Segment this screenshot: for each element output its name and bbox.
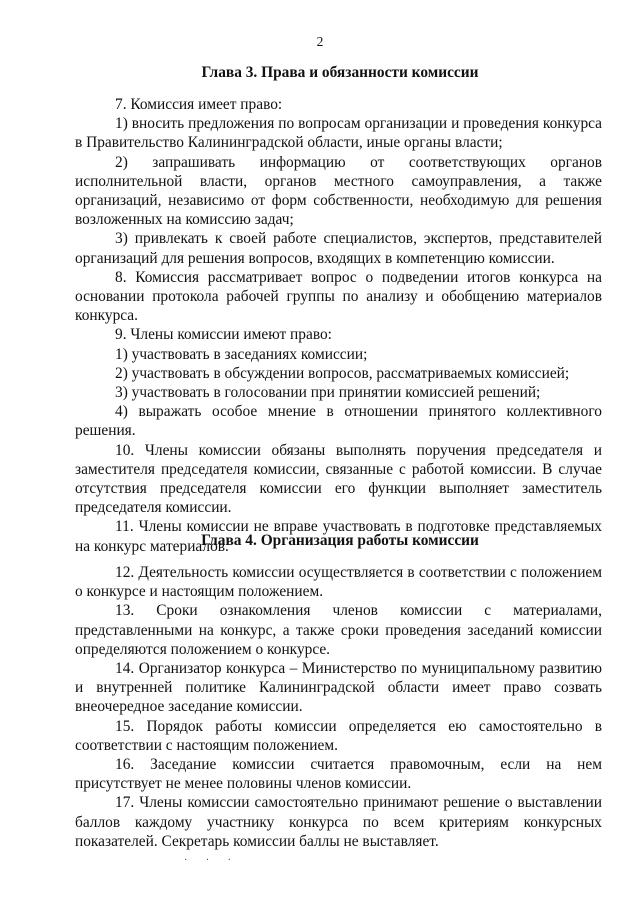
chapter-4-body (75, 563, 602, 851)
paragraph: 4) выражать особое мнение в отношении принятого коллективного решения. (75, 403, 602, 440)
chapter-3-body (75, 95, 602, 556)
paragraph: 13. Сроки ознакомления членов комиссии с материалами, представленными на конкурс, а также сроки проведения заседаний комиссии определяются положением о конкурсе. (75, 602, 602, 658)
chapter-3-title: Глава 3. Права и обязанности комиссии (201, 64, 479, 81)
paragraph: 9. Члены комиссии имеют право: (115, 326, 332, 344)
paragraph: 7. Комиссия имеет право: (115, 96, 283, 113)
paragraph: 11. Члены комиссии не вправе участвовать в подготовке представляемых на конкурс материалов. (75, 518, 602, 555)
paragraph: 10. Члены комиссии обязаны выполнять поручения председателя и заместителя председателя комиссии, связанные с работой комиссии. В случае отсутствия председателя комиссии его функции выполняет заместитель председателя комиссии. (75, 441, 602, 517)
paragraph: 12. Деятельность комиссии осуществляется в соответствии с положением о конкурсе и настоящим положением. (75, 564, 602, 601)
paragraph: 1) вносить предложения по вопросам организации и проведения конкурса в Правительство Калининградской области, иные органы власти; (75, 115, 602, 152)
paragraph: 3) участвовать в голосовании при принятии комиссией решений; (115, 384, 541, 402)
paragraph: 14. Организатор конкурса – Министерство по муниципальному развитию и внутренней политике Калининградской области имеет право созвать внеочередное заседание комиссии. (75, 660, 602, 716)
page-number: 2 (316, 34, 324, 49)
paragraph: 2) запрашивать информацию от соответствующих органов исполнительной власти, органов местного самоуправления, а также организаций, независимо от форм собственности, необходимую для решения возложенных на комиссию задач; (75, 153, 602, 229)
paragraph: 1) участвовать в заседаниях комиссии; (115, 345, 368, 363)
chapter-4-title: Глава 4. Организация работы комиссии (201, 532, 479, 549)
paragraph: 8. Комиссия рассматривает вопрос о подведении итогов конкурса на основании протокола рабочей группы по анализу и обобщению материалов конкурса. (75, 268, 602, 325)
paragraph: 15. Порядок работы комиссии определяется ею самостоятельно в соответствии с настоящим положением. (75, 717, 602, 754)
paragraph: 3) привлекать к своей работе специалистов, экспертов, представителей организаций для решения вопросов, входящих в компетенцию комиссии. (75, 230, 602, 267)
paragraph: 16. Заседание комиссии считается правомочным, если на нем присутствует не менее половины членов комиссии. (75, 756, 602, 793)
paragraph: 2) участвовать в обсуждении вопросов, рассматриваемых комиссией; (115, 364, 570, 382)
paragraph: 17. Члены комиссии самостоятельно принимают решение о выставлении баллов каждому участнику конкурса по всем критериям конкурсных показателей. Секретарь комиссии баллы не выставляет. (75, 794, 602, 850)
scan-artifact: · · · (184, 855, 239, 866)
